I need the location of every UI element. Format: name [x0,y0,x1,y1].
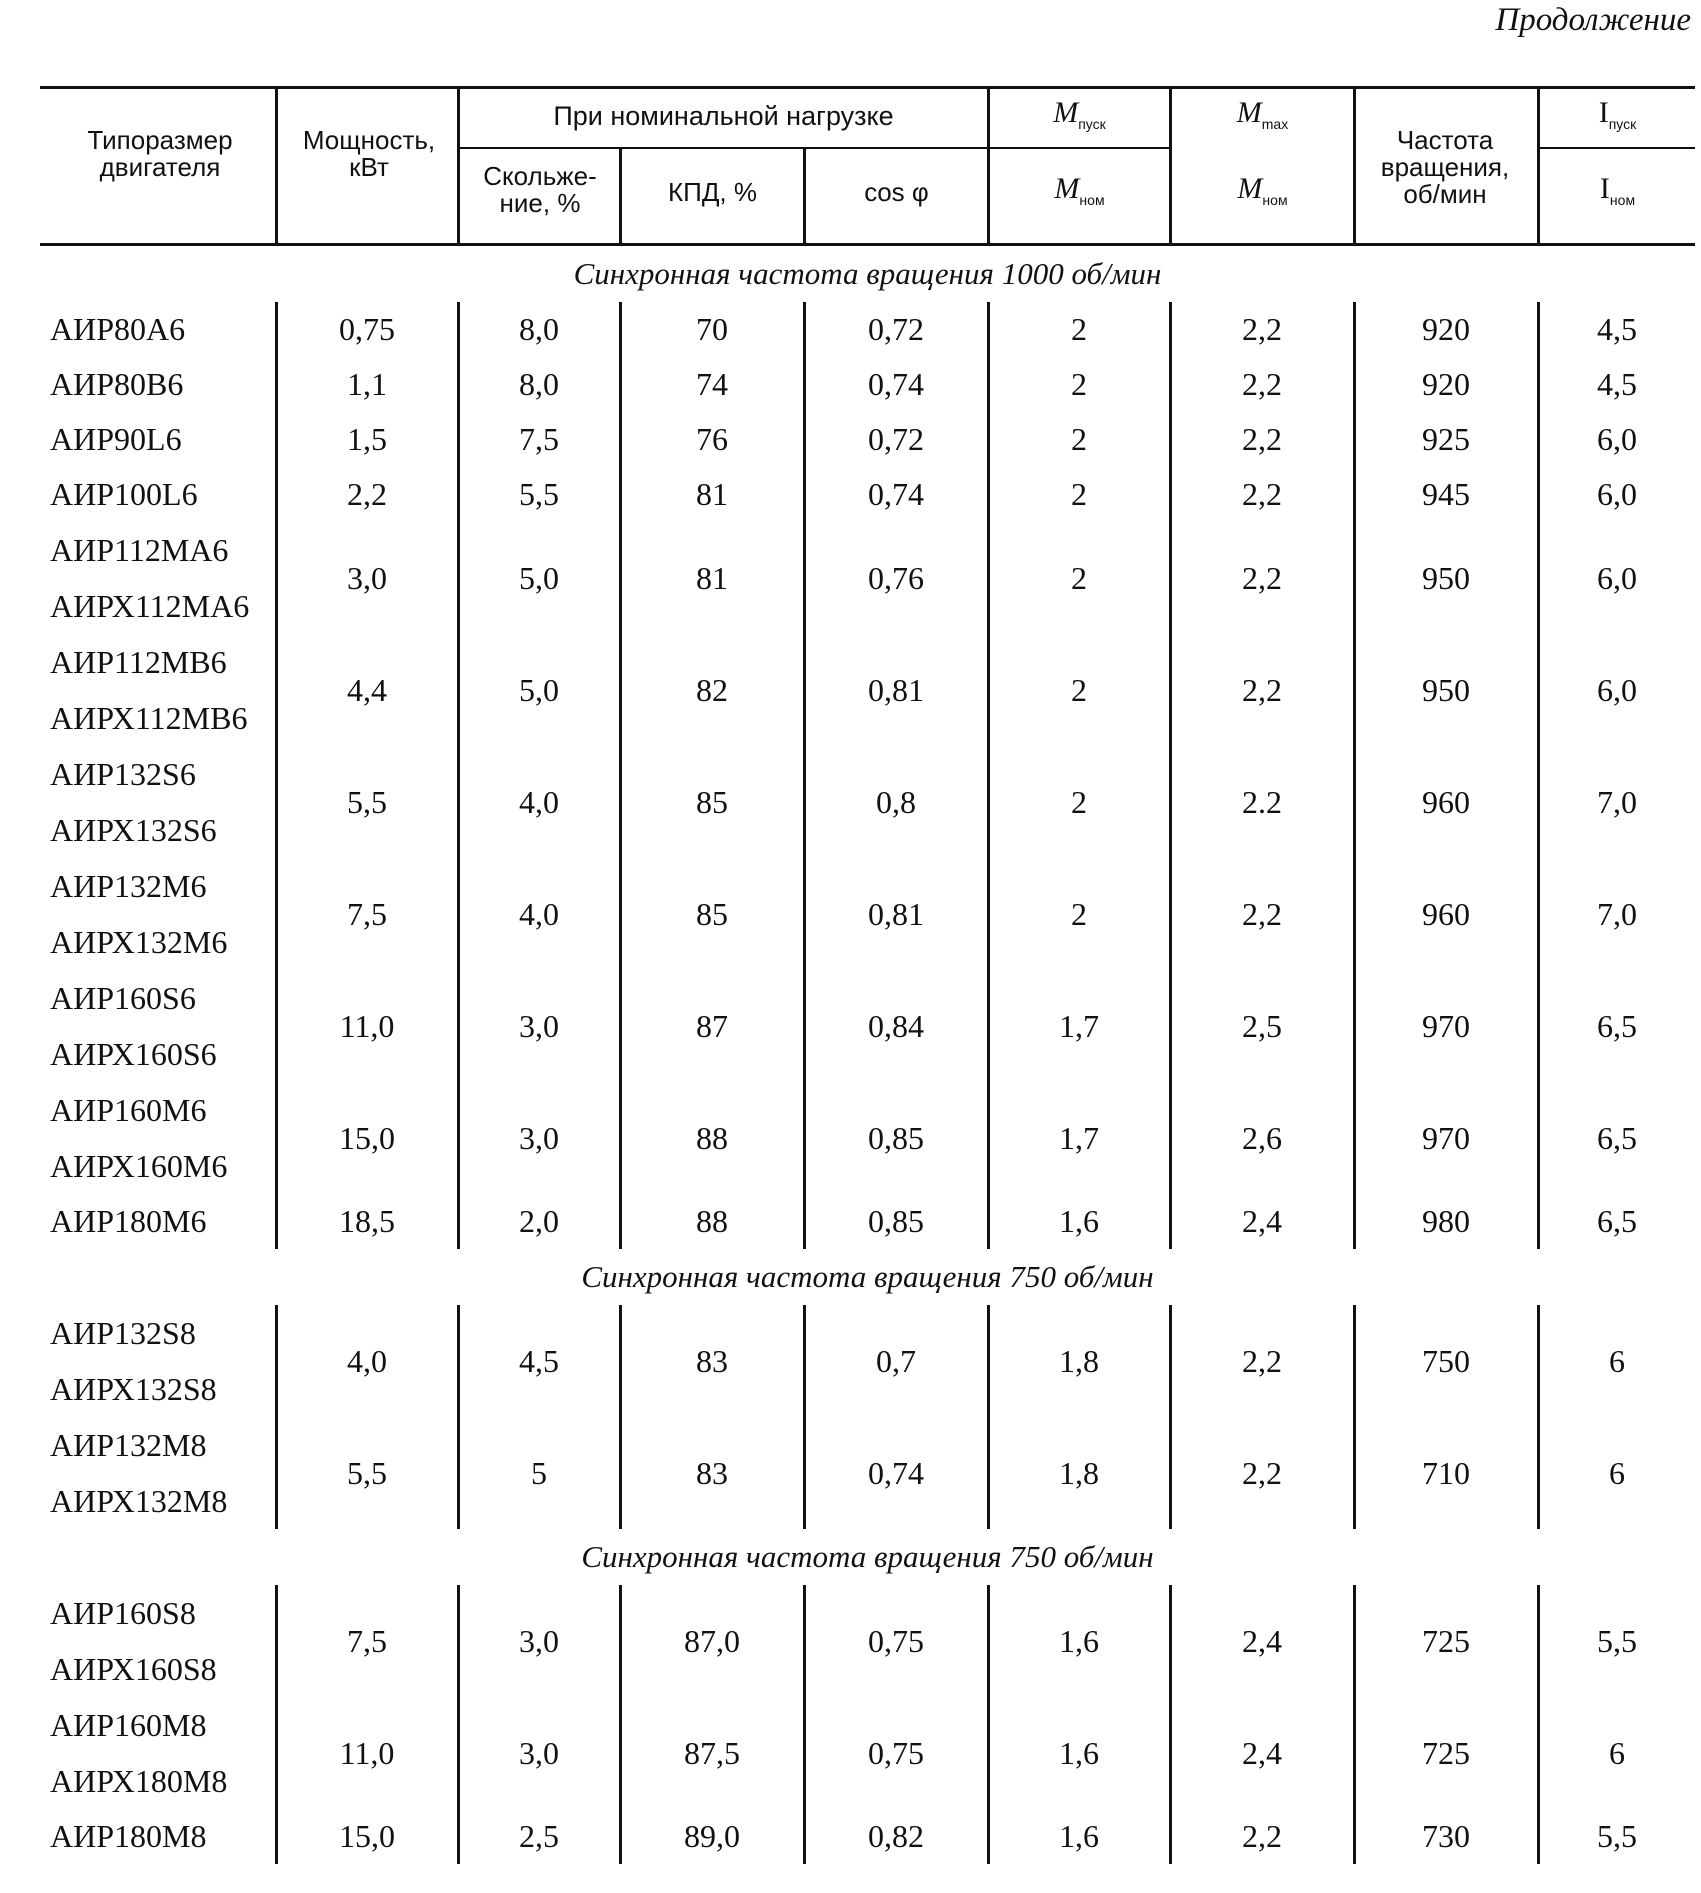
motor-type-cell [40,522,275,634]
slip-cell: 2,0 [519,1203,559,1239]
istart-cell: 6,5 [1597,1119,1637,1156]
table-row [40,412,1695,467]
kpd-cell: 83 [696,1454,728,1491]
cos-cell: 0,75 [868,1622,924,1659]
table-row [40,746,1695,858]
table-body [40,246,1695,1864]
istart-cell: 6,5 [1597,1203,1637,1239]
column-divider [275,1305,278,1529]
power-cell: 5,5 [347,783,387,820]
table-row [40,1697,1695,1809]
table-row [40,1194,1695,1249]
table-row [40,522,1695,634]
slip-cell: 5 [531,1454,547,1491]
column-divider [1537,302,1540,1249]
mmax-cell: 2,2 [1242,559,1282,596]
power-cell: 3,0 [347,559,387,596]
slip-cell: 5,0 [519,671,559,708]
cos-cell: 0,7 [876,1342,916,1379]
column-divider [457,302,460,1249]
mmax-cell: 2,2 [1242,476,1282,512]
speed-cell: 970 [1422,1119,1470,1156]
cos-cell: 0,81 [868,895,924,932]
column-divider [619,302,622,1249]
speed-cell: 950 [1422,671,1470,708]
header-type-size: Типоразмер двигателя [87,125,233,182]
mstart-cell: 1,6 [1059,1818,1099,1854]
mmax-cell: 2,2 [1242,671,1282,708]
motor-type-cell [40,1194,275,1249]
motor-type-name: АИР80А6 [50,311,186,347]
slip-cell: 4,0 [519,783,559,820]
motor-type-name: АИР180М8 [50,1818,207,1854]
header-m-max: $M_{max}$ [1236,96,1289,132]
column-divider [1353,302,1356,1249]
table-row [40,970,1695,1082]
motor-type-name: АИР112МВ6 [50,644,227,680]
table-row [40,467,1695,522]
motor-type-cell [40,1082,275,1194]
istart-cell: 6 [1609,1734,1625,1771]
column-divider [275,1585,278,1864]
motor-type-cell [40,412,275,467]
slip-cell: 3,0 [519,1119,559,1156]
speed-cell: 730 [1422,1818,1470,1854]
motor-type-name: АИР160S8 [50,1595,196,1631]
kpd-cell: 87 [696,1007,728,1044]
motor-type-name: АИР132S6 [50,756,196,792]
column-divider [619,1305,622,1529]
istart-cell: 4,5 [1597,311,1637,347]
column-divider [803,302,806,1249]
power-cell: 4,4 [347,671,387,708]
kpd-cell: 83 [696,1342,728,1379]
section-rows [40,302,1695,1249]
continuation-label: Продолжение [1495,2,1691,38]
istart-cell: 7,0 [1597,783,1637,820]
speed-cell: 945 [1422,476,1470,512]
cos-cell: 0,72 [868,311,924,347]
motor-type-name: АИРХ132S8 [50,1371,217,1407]
kpd-cell: 85 [696,783,728,820]
section-rows [40,1585,1695,1864]
motor-type-name: АИР160М8 [50,1707,207,1743]
slip-cell: 5,0 [519,559,559,596]
column-divider [987,302,990,1249]
istart-cell: 4,5 [1597,366,1637,402]
speed-cell: 920 [1422,366,1470,402]
mstart-cell: 2 [1071,476,1087,512]
kpd-cell: 88 [696,1203,728,1239]
kpd-cell: 81 [696,476,728,512]
cos-cell: 0,85 [868,1119,924,1156]
power-cell: 1,1 [347,366,387,402]
istart-cell: 7,0 [1597,895,1637,932]
motor-type-name: АИР160S6 [50,980,196,1016]
column-divider [803,1305,806,1529]
motor-type-cell [40,1809,275,1864]
motor-type-name: АИР160М6 [50,1092,207,1128]
mstart-cell: 1,7 [1059,1119,1099,1156]
speed-cell: 960 [1422,783,1470,820]
kpd-cell: 81 [696,559,728,596]
header-nominal-load: При номинальной нагрузке [553,101,894,131]
motor-type-name: АИРХ112МВ6 [50,700,248,736]
speed-cell: 960 [1422,895,1470,932]
cos-cell: 0,85 [868,1203,924,1239]
table-row [40,1082,1695,1194]
column-divider [1353,1305,1356,1529]
mstart-cell: 2 [1071,783,1087,820]
cos-cell: 0,76 [868,559,924,596]
column-divider [457,1585,460,1864]
kpd-cell: 74 [696,366,728,402]
motor-type-name: АИРХ160S6 [50,1036,217,1072]
motor-type-cell [40,970,275,1082]
mstart-cell: 1,8 [1059,1454,1099,1491]
header-i-start: $I_{пуск}$ [1598,96,1637,132]
motor-type-name: АИРХ112МА6 [50,588,250,624]
motor-type-name: АИРХ132М8 [50,1483,228,1519]
mmax-cell: 2,2 [1242,421,1282,457]
table-row [40,357,1695,412]
section-title: Синхронная частота вращения 1000 об/мин [573,256,1162,291]
column-divider [803,1585,806,1864]
mstart-cell: 1,7 [1059,1007,1099,1044]
slip-cell: 8,0 [519,311,559,347]
section-rows [40,1305,1695,1529]
power-cell: 15,0 [339,1818,395,1854]
motor-type-name: АИР80В6 [50,366,184,402]
speed-cell: 970 [1422,1007,1470,1044]
motor-type-name: АИР132S8 [50,1315,196,1351]
speed-cell: 950 [1422,559,1470,596]
mstart-cell: 2 [1071,895,1087,932]
mstart-cell: 1,8 [1059,1342,1099,1379]
slip-cell: 2,5 [519,1818,559,1854]
istart-cell: 6 [1609,1454,1625,1491]
cos-cell: 0,72 [868,421,924,457]
motor-type-cell [40,1697,275,1809]
slip-cell: 4,5 [519,1342,559,1379]
motor-type-cell [40,634,275,746]
mstart-cell: 1,6 [1059,1622,1099,1659]
kpd-cell: 88 [696,1119,728,1156]
table-row [40,302,1695,357]
column-divider [1169,302,1172,1249]
power-cell: 1,5 [347,421,387,457]
header-m-start: $M_{пуск}$ [1053,96,1106,132]
power-cell: 7,5 [347,895,387,932]
column-divider [1537,1585,1540,1864]
speed-cell: 710 [1422,1454,1470,1491]
header-i-nom: $I_{ном}$ [1599,172,1636,208]
mstart-cell: 2 [1071,366,1087,402]
motor-type-cell [40,357,275,412]
motor-specs-table [40,86,1695,1864]
mmax-cell: 2,6 [1242,1119,1282,1156]
istart-cell: 5,5 [1597,1818,1637,1854]
slip-cell: 3,0 [519,1734,559,1771]
slip-cell: 3,0 [519,1622,559,1659]
motor-type-name: АИР132М8 [50,1427,207,1463]
mstart-cell: 2 [1071,311,1087,347]
column-divider [1353,1585,1356,1864]
kpd-cell: 76 [696,421,728,457]
istart-cell: 6,0 [1597,671,1637,708]
cos-cell: 0,8 [876,783,916,820]
header-efficiency: КПД, % [667,177,757,207]
cos-cell: 0,81 [868,671,924,708]
istart-cell: 6,0 [1597,421,1637,457]
kpd-cell: 82 [696,671,728,708]
mmax-cell: 2,4 [1242,1203,1282,1239]
power-cell: 2,2 [347,476,387,512]
cos-cell: 0,75 [868,1734,924,1771]
section-title: Синхронная частота вращения 750 об/мин [581,1259,1154,1294]
section-title: Синхронная частота вращения 750 об/мин [581,1539,1154,1574]
speed-cell: 725 [1422,1734,1470,1771]
cos-cell: 0,84 [868,1007,924,1044]
motor-type-name: АИРХ132S6 [50,812,217,848]
table-row [40,1809,1695,1864]
table-row [40,1585,1695,1697]
column-divider [987,1585,990,1864]
column-divider [987,1305,990,1529]
table-row [40,634,1695,746]
mmax-cell: 2.2 [1242,783,1282,820]
table-row [40,1417,1695,1529]
motor-type-name: АИР100L6 [50,476,198,512]
header-speed: Частота вращения, об/мин [1380,125,1510,209]
motor-type-name: АИР132М6 [50,868,207,904]
istart-cell: 6,5 [1597,1007,1637,1044]
mmax-cell: 2,5 [1242,1007,1282,1044]
mmax-cell: 2,2 [1242,1342,1282,1379]
column-divider [1169,1305,1172,1529]
column-divider [1169,1585,1172,1864]
motor-type-cell [40,1585,275,1697]
kpd-cell: 87,5 [684,1734,740,1771]
speed-cell: 725 [1422,1622,1470,1659]
cos-cell: 0,74 [868,366,924,402]
power-cell: 11,0 [339,1734,395,1771]
mmax-cell: 2,4 [1242,1622,1282,1659]
istart-cell: 6 [1609,1342,1625,1379]
header-slip: Скольже-ние, % [483,161,597,218]
speed-cell: 980 [1422,1203,1470,1239]
power-cell: 11,0 [339,1007,395,1044]
slip-cell: 7,5 [519,421,559,457]
motor-type-cell [40,1417,275,1529]
mstart-cell: 2 [1071,421,1087,457]
motor-type-name: АИР112МА6 [50,532,229,568]
header-cos-phi: cos φ [864,177,929,207]
motor-type-name: АИР90L6 [50,421,182,457]
motor-type-cell [40,858,275,970]
mstart-cell: 1,6 [1059,1734,1099,1771]
mmax-cell: 2,2 [1242,366,1282,402]
column-divider [619,1585,622,1864]
column-divider [457,1305,460,1529]
kpd-cell: 89,0 [684,1818,740,1854]
power-cell: 18,5 [339,1203,395,1239]
speed-cell: 925 [1422,421,1470,457]
mmax-cell: 2,4 [1242,1734,1282,1771]
slip-cell: 8,0 [519,366,559,402]
power-cell: 0,75 [339,311,395,347]
cos-cell: 0,82 [868,1818,924,1854]
motor-type-cell [40,467,275,522]
power-cell: 5,5 [347,1454,387,1491]
table-header [40,86,1695,246]
motor-type-name: АИРХ180М8 [50,1763,228,1799]
motor-type-cell [40,302,275,357]
kpd-cell: 70 [696,311,728,347]
slip-cell: 5,5 [519,476,559,512]
mmax-cell: 2,2 [1242,1818,1282,1854]
power-cell: 4,0 [347,1342,387,1379]
table-row [40,1305,1695,1417]
mstart-cell: 1,6 [1059,1203,1099,1239]
power-cell: 15,0 [339,1119,395,1156]
cos-cell: 0,74 [868,476,924,512]
slip-cell: 4,0 [519,895,559,932]
motor-type-name: АИРХ160S8 [50,1651,217,1687]
column-divider [1537,1305,1540,1529]
istart-cell: 6,0 [1597,559,1637,596]
speed-cell: 920 [1422,311,1470,347]
mmax-cell: 2,2 [1242,1454,1282,1491]
mmax-cell: 2,2 [1242,895,1282,932]
header-m-nom-2: $M_{ном}$ [1237,172,1288,208]
motor-type-cell [40,1305,275,1417]
speed-cell: 750 [1422,1342,1470,1379]
table-row [40,858,1695,970]
header-m-nom-1: $M_{ном}$ [1054,172,1105,208]
motor-type-name: АИР180М6 [50,1203,207,1239]
power-cell: 7,5 [347,1622,387,1659]
istart-cell: 5,5 [1597,1622,1637,1659]
mstart-cell: 2 [1071,671,1087,708]
mstart-cell: 2 [1071,559,1087,596]
column-divider [275,302,278,1249]
kpd-cell: 85 [696,895,728,932]
istart-cell: 6,0 [1597,476,1637,512]
motor-type-name: АИРХ132М6 [50,924,228,960]
kpd-cell: 87,0 [684,1622,740,1659]
motor-type-name: АИРХ160М6 [50,1148,228,1184]
header-power: Мощность, кВт [302,125,436,182]
cos-cell: 0,74 [868,1454,924,1491]
mmax-cell: 2,2 [1242,311,1282,347]
slip-cell: 3,0 [519,1007,559,1044]
motor-type-cell [40,746,275,858]
